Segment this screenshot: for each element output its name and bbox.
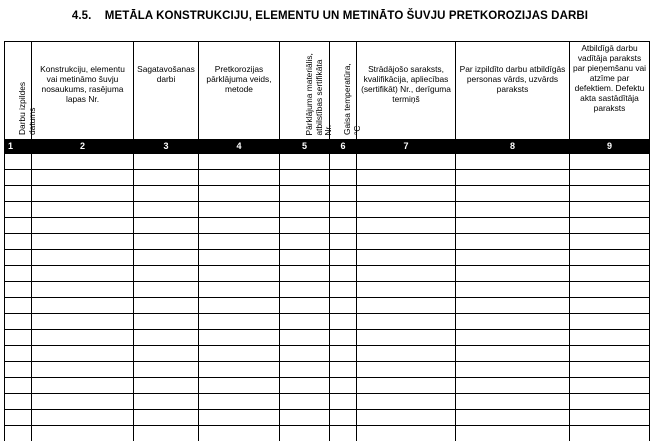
table-cell[interactable] — [330, 362, 357, 378]
table-cell[interactable] — [5, 394, 32, 410]
table-cell[interactable] — [570, 298, 650, 314]
table-row — [5, 362, 650, 378]
table-cell[interactable] — [456, 154, 570, 170]
anticorrosion-works-table — [4, 41, 650, 441]
table-cell[interactable] — [456, 218, 570, 234]
table-cell[interactable] — [280, 314, 330, 330]
section-title — [0, 10, 660, 22]
table-cell[interactable] — [32, 170, 134, 186]
table-cell[interactable] — [32, 394, 134, 410]
table-cell[interactable] — [280, 170, 330, 186]
table-cell[interactable] — [357, 394, 456, 410]
table-cell[interactable] — [330, 314, 357, 330]
table-cell[interactable] — [5, 218, 32, 234]
table-cell[interactable] — [280, 282, 330, 298]
column-number: 2 — [32, 140, 134, 154]
table-cell[interactable] — [134, 186, 199, 202]
table-cell[interactable] — [134, 266, 199, 282]
table-cell[interactable] — [134, 250, 199, 266]
table-row — [5, 218, 650, 234]
table-row — [5, 234, 650, 250]
table-cell[interactable] — [134, 426, 199, 441]
table-cell[interactable] — [5, 378, 32, 394]
table-cell[interactable] — [570, 250, 650, 266]
table-cell[interactable] — [357, 154, 456, 170]
table-cell[interactable] — [456, 186, 570, 202]
table-cell[interactable] — [330, 330, 357, 346]
table-row — [5, 154, 650, 170]
table-cell[interactable] — [199, 346, 280, 362]
table-cell[interactable] — [280, 330, 330, 346]
header-coating-material: Pārklājuma materiālis, atbilstības sertifikāta Nr. — [280, 42, 330, 140]
table-cell[interactable] — [32, 266, 134, 282]
table-cell[interactable] — [357, 250, 456, 266]
table-cell[interactable] — [199, 410, 280, 426]
table-cell[interactable] — [570, 234, 650, 250]
table-cell[interactable] — [456, 346, 570, 362]
table-cell[interactable] — [330, 298, 357, 314]
table-cell[interactable] — [134, 282, 199, 298]
table-cell[interactable] — [32, 154, 134, 170]
table-cell[interactable] — [199, 250, 280, 266]
table-row — [5, 314, 650, 330]
table-cell[interactable] — [199, 186, 280, 202]
table-cell[interactable] — [456, 362, 570, 378]
column-number: 1 — [5, 140, 32, 154]
column-number: 5 — [280, 140, 330, 154]
header-acceptance: Atbildīgā darbu vadītāja paraksts par pieņemšanu vai atzīme par defektiem. Defektu akta sastādītāja paraksts — [570, 42, 650, 140]
table-cell[interactable] — [32, 410, 134, 426]
table-cell[interactable] — [134, 298, 199, 314]
table-cell[interactable] — [280, 266, 330, 282]
table-row — [5, 266, 650, 282]
table-cell[interactable] — [32, 362, 134, 378]
table-row — [5, 378, 650, 394]
column-number: 3 — [134, 140, 199, 154]
table-cell[interactable] — [134, 154, 199, 170]
table-cell[interactable] — [330, 282, 357, 298]
header-construction: Konstrukciju, elementu vai metināmo šuvju nosaukums, rasējuma lapas Nr. — [32, 42, 134, 140]
table-cell[interactable] — [570, 218, 650, 234]
table-cell[interactable] — [5, 298, 32, 314]
table-cell[interactable] — [280, 426, 330, 441]
table-cell[interactable] — [330, 170, 357, 186]
table-row — [5, 410, 650, 426]
table-cell[interactable] — [199, 378, 280, 394]
table-cell[interactable] — [456, 170, 570, 186]
table-cell[interactable] — [5, 250, 32, 266]
table-cell[interactable] — [456, 378, 570, 394]
section-title-text: METĀLA KONSTRUKCIJU, ELEMENTU UN METINĀTO ŠUVJU PRETKOROZIJAS DARBI — [105, 10, 588, 22]
table-cell[interactable] — [357, 282, 456, 298]
table-cell[interactable] — [570, 282, 650, 298]
table-cell[interactable] — [456, 202, 570, 218]
table-cell[interactable] — [357, 410, 456, 426]
table-cell[interactable] — [570, 170, 650, 186]
table-cell[interactable] — [330, 218, 357, 234]
table-cell[interactable] — [280, 298, 330, 314]
table-cell[interactable] — [456, 410, 570, 426]
table-cell[interactable] — [357, 426, 456, 441]
table-cell[interactable] — [570, 346, 650, 362]
table-cell[interactable] — [32, 234, 134, 250]
table-cell[interactable] — [357, 298, 456, 314]
header-coating-type: Pretkorozijas pārklājuma veids, metode — [199, 42, 280, 140]
table-cell[interactable] — [280, 234, 330, 250]
table-cell[interactable] — [5, 410, 32, 426]
table-cell[interactable] — [32, 202, 134, 218]
column-number: 9 — [570, 140, 650, 154]
table-cell[interactable] — [199, 218, 280, 234]
table-row — [5, 250, 650, 266]
table-cell[interactable] — [5, 170, 32, 186]
table-cell[interactable] — [134, 378, 199, 394]
table-cell[interactable] — [330, 250, 357, 266]
table-cell[interactable] — [32, 186, 134, 202]
table-cell[interactable] — [134, 234, 199, 250]
table-cell[interactable] — [134, 330, 199, 346]
table-cell[interactable] — [134, 346, 199, 362]
table-cell[interactable] — [134, 202, 199, 218]
table-cell[interactable] — [5, 234, 32, 250]
table-cell[interactable] — [5, 266, 32, 282]
table-cell[interactable] — [456, 234, 570, 250]
table-cell[interactable] — [280, 154, 330, 170]
table-cell[interactable] — [280, 378, 330, 394]
entry-rows — [5, 154, 650, 441]
table-cell[interactable] — [456, 250, 570, 266]
table-cell[interactable] — [32, 250, 134, 266]
table-cell[interactable] — [199, 170, 280, 186]
table-cell[interactable] — [199, 266, 280, 282]
table-cell[interactable] — [280, 410, 330, 426]
table-cell[interactable] — [330, 186, 357, 202]
table-cell[interactable] — [357, 218, 456, 234]
table-cell[interactable] — [280, 186, 330, 202]
table-cell[interactable] — [134, 410, 199, 426]
column-number: 6 — [330, 140, 357, 154]
table-row — [5, 426, 650, 441]
table-cell[interactable] — [357, 186, 456, 202]
table-cell[interactable] — [280, 362, 330, 378]
table-cell[interactable] — [32, 298, 134, 314]
table-cell[interactable] — [199, 394, 280, 410]
table-cell[interactable] — [357, 170, 456, 186]
table-row — [5, 394, 650, 410]
table-cell[interactable] — [134, 218, 199, 234]
table-cell[interactable] — [456, 394, 570, 410]
header-date: Darbu izpildes datums — [5, 42, 32, 140]
table-row — [5, 282, 650, 298]
table-cell[interactable] — [199, 426, 280, 441]
table-cell[interactable] — [5, 154, 32, 170]
table-cell[interactable] — [134, 314, 199, 330]
table-row — [5, 202, 650, 218]
table-cell[interactable] — [357, 346, 456, 362]
column-number: 4 — [199, 140, 280, 154]
table-cell[interactable] — [456, 330, 570, 346]
table-cell[interactable] — [570, 154, 650, 170]
table-cell[interactable] — [5, 186, 32, 202]
table-cell[interactable] — [357, 378, 456, 394]
table-cell[interactable] — [330, 410, 357, 426]
table-cell[interactable] — [5, 426, 32, 441]
table-cell[interactable] — [280, 346, 330, 362]
table-cell[interactable] — [330, 346, 357, 362]
table-cell[interactable] — [570, 314, 650, 330]
table-cell[interactable] — [357, 362, 456, 378]
table-cell[interactable] — [570, 330, 650, 346]
table-cell[interactable] — [199, 234, 280, 250]
table-cell[interactable] — [570, 426, 650, 441]
table-cell[interactable] — [199, 202, 280, 218]
table-cell[interactable] — [32, 426, 134, 441]
table-cell[interactable] — [570, 394, 650, 410]
table-cell[interactable] — [357, 202, 456, 218]
table-cell[interactable] — [456, 266, 570, 282]
table-cell[interactable] — [32, 314, 134, 330]
table-cell[interactable] — [456, 426, 570, 441]
table-cell[interactable] — [199, 314, 280, 330]
table-cell[interactable] — [570, 410, 650, 426]
table-cell[interactable] — [199, 330, 280, 346]
table-row — [5, 330, 650, 346]
table-cell[interactable] — [134, 394, 199, 410]
table-cell[interactable] — [199, 298, 280, 314]
table-cell[interactable] — [32, 330, 134, 346]
table-cell[interactable] — [280, 250, 330, 266]
table-row — [5, 170, 650, 186]
table-row — [5, 298, 650, 314]
table-cell[interactable] — [357, 330, 456, 346]
table-cell[interactable] — [5, 346, 32, 362]
table-cell[interactable] — [5, 202, 32, 218]
table-cell[interactable] — [32, 218, 134, 234]
table-cell[interactable] — [5, 314, 32, 330]
table-cell[interactable] — [32, 346, 134, 362]
table-cell[interactable] — [570, 266, 650, 282]
table-cell[interactable] — [330, 202, 357, 218]
table-cell[interactable] — [199, 154, 280, 170]
column-number: 8 — [456, 140, 570, 154]
header-air-temperature: Gaisa temperatūra, °C — [330, 42, 357, 140]
section-number: 4.5. — [72, 10, 92, 22]
table-cell[interactable] — [330, 394, 357, 410]
table-cell[interactable] — [357, 314, 456, 330]
table-cell[interactable] — [199, 282, 280, 298]
table-cell[interactable] — [5, 282, 32, 298]
table-cell[interactable] — [280, 394, 330, 410]
header-responsible-person: Par izpildīto darbu atbildīgās personas vārds, uzvārds paraksts — [456, 42, 570, 140]
table-cell[interactable] — [5, 362, 32, 378]
table-cell[interactable] — [134, 362, 199, 378]
table-cell[interactable] — [330, 234, 357, 250]
table-cell[interactable] — [32, 378, 134, 394]
column-number: 7 — [357, 140, 456, 154]
table-cell[interactable] — [134, 170, 199, 186]
table-cell[interactable] — [456, 314, 570, 330]
header-row — [5, 42, 650, 140]
table-cell[interactable] — [456, 282, 570, 298]
table-cell[interactable] — [330, 378, 357, 394]
table-cell[interactable] — [32, 282, 134, 298]
column-number-row — [5, 140, 650, 154]
table-cell[interactable] — [570, 362, 650, 378]
table-cell[interactable] — [199, 362, 280, 378]
table-cell[interactable] — [357, 234, 456, 250]
table-cell[interactable] — [5, 330, 32, 346]
table-row — [5, 346, 650, 362]
table-cell[interactable] — [357, 266, 456, 282]
table-cell[interactable] — [330, 426, 357, 441]
table-cell[interactable] — [330, 154, 357, 170]
table-cell[interactable] — [280, 218, 330, 234]
table-cell[interactable] — [570, 378, 650, 394]
table-cell[interactable] — [570, 186, 650, 202]
table-cell[interactable] — [456, 298, 570, 314]
table-row — [5, 186, 650, 202]
header-workers: Strādājošo saraksts, kvalifikācija, apliecības (sertifikāt) Nr., derīguma termiņš — [357, 42, 456, 140]
header-preparation: Sagatavošanas darbi — [134, 42, 199, 140]
table-cell[interactable] — [570, 202, 650, 218]
table-cell[interactable] — [280, 202, 330, 218]
table-cell[interactable] — [330, 266, 357, 282]
